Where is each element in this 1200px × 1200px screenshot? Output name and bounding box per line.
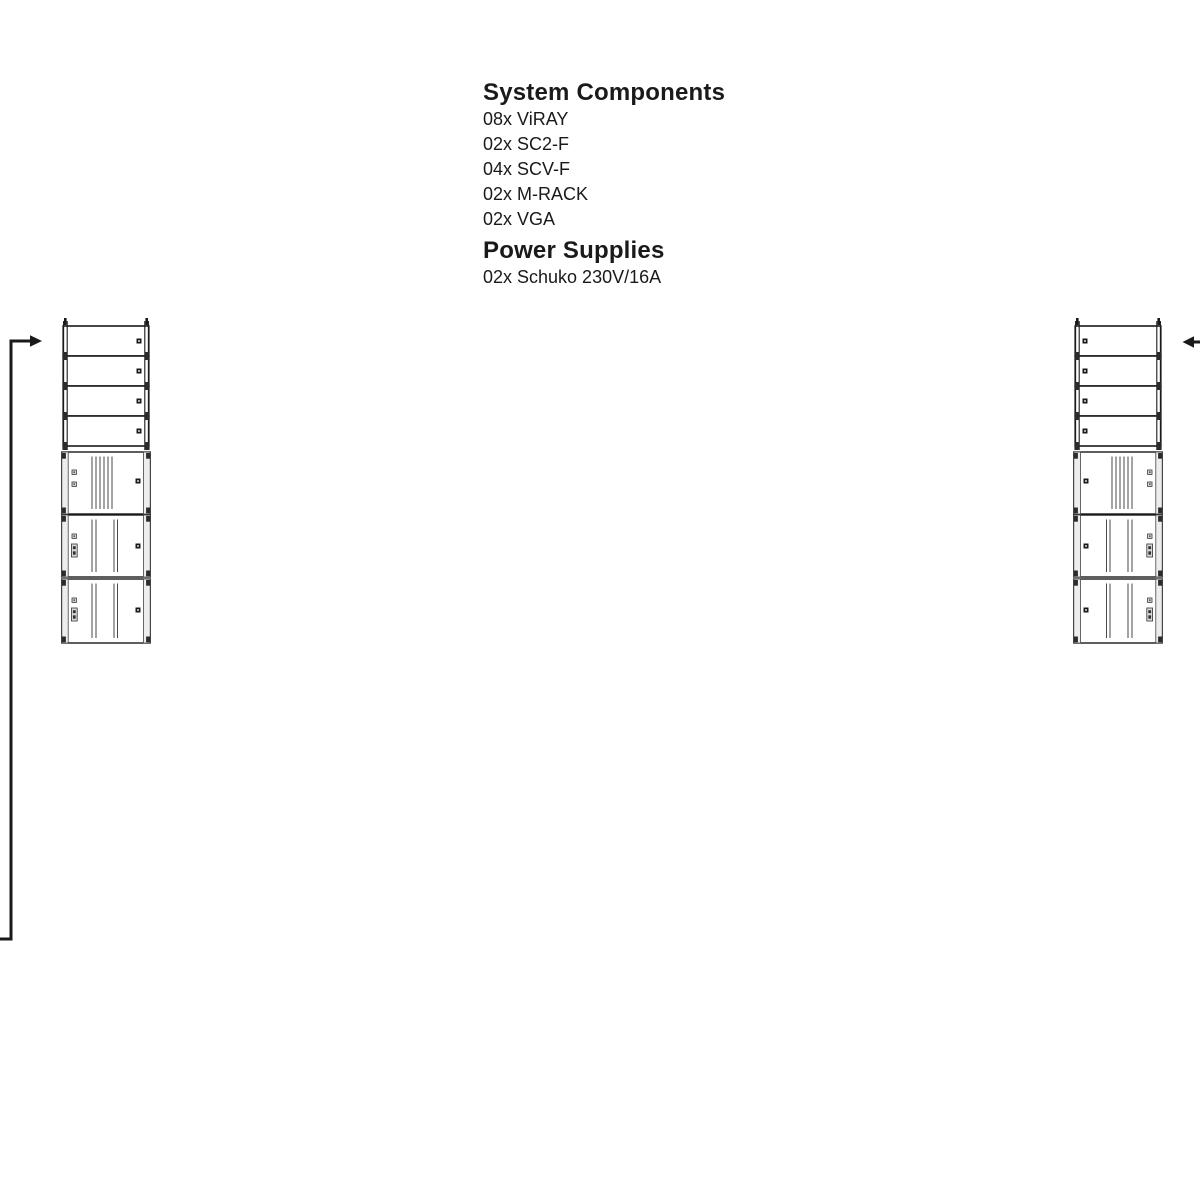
connector-dot xyxy=(136,544,141,549)
link-connector xyxy=(72,534,76,538)
left-feed-arrow xyxy=(0,335,42,939)
corner-foot-icon xyxy=(1074,580,1078,586)
connector-dot xyxy=(1084,479,1089,484)
link-connector xyxy=(1148,534,1152,538)
connector-dot xyxy=(1083,429,1088,434)
power-supply-list xyxy=(483,265,725,290)
module-viray xyxy=(63,356,149,386)
link-connector xyxy=(1148,482,1152,486)
connector-dot xyxy=(1084,608,1089,613)
corner-foot-icon xyxy=(62,508,66,514)
link-connector xyxy=(1148,598,1152,602)
corner-foot-icon xyxy=(146,571,150,577)
corner-foot-icon xyxy=(1158,571,1162,577)
corner-foot-icon xyxy=(1074,516,1078,522)
module-sc2-f xyxy=(1074,452,1162,514)
corner-foot-icon xyxy=(62,453,66,459)
left-arrowhead-icon xyxy=(1183,336,1195,348)
link-connector xyxy=(72,470,76,474)
module-viray xyxy=(1075,326,1161,356)
input-connector xyxy=(71,608,77,621)
module-viray xyxy=(63,416,149,446)
component-item-viray: 08x ViRAY xyxy=(483,109,569,129)
corner-foot-icon xyxy=(1158,453,1162,459)
corner-foot-icon xyxy=(146,508,150,514)
connector-dot xyxy=(136,608,141,613)
connector-dot xyxy=(137,429,142,434)
module-scv-f xyxy=(1074,579,1162,643)
module-viray xyxy=(63,386,149,416)
connector-dot xyxy=(1083,399,1088,404)
corner-foot-icon xyxy=(62,571,66,577)
module-viray xyxy=(63,326,149,356)
corner-foot-icon xyxy=(62,516,66,522)
connector-dot xyxy=(1083,339,1088,344)
corner-foot-icon xyxy=(1158,637,1162,643)
power-supply-item: 02x Schuko 230V/16A xyxy=(483,267,662,287)
corner-foot-icon xyxy=(1158,516,1162,522)
connector-dot xyxy=(1084,544,1089,549)
link-connector xyxy=(72,598,76,602)
module-scv-f xyxy=(62,579,150,643)
corner-foot-icon xyxy=(146,516,150,522)
component-item-mrack: 02x M-RACK xyxy=(483,184,589,204)
legend-title: System Components xyxy=(483,79,726,106)
input-connector xyxy=(71,544,77,557)
rigging-pin-icon xyxy=(145,318,148,325)
speaker-stack-left xyxy=(61,318,151,644)
corner-foot-icon xyxy=(1074,571,1078,577)
right-feed-arrow xyxy=(1183,336,1200,348)
corner-foot-icon xyxy=(146,637,150,643)
corner-foot-icon xyxy=(1074,508,1078,514)
corner-foot-icon xyxy=(1074,637,1078,643)
connector-dot xyxy=(137,369,142,374)
corner-foot-icon xyxy=(146,453,150,459)
corner-foot-icon xyxy=(1158,580,1162,586)
connector-dot xyxy=(1083,369,1088,374)
corner-foot-icon xyxy=(62,580,66,586)
module-scv-f xyxy=(62,515,150,577)
connector-dot xyxy=(137,339,142,344)
link-connector xyxy=(72,482,76,486)
component-item-scvf: 04x SCV-F xyxy=(483,159,571,179)
component-list xyxy=(483,107,725,232)
corner-foot-icon xyxy=(146,580,150,586)
connector-dot xyxy=(137,399,142,404)
rigging-pin-icon xyxy=(1076,318,1079,325)
rigging-pin-icon xyxy=(64,318,67,325)
corner-foot-icon xyxy=(1074,453,1078,459)
corner-foot-icon xyxy=(1158,508,1162,514)
module-viray xyxy=(1075,356,1161,386)
input-connector xyxy=(1147,544,1153,557)
power-supplies-title: Power Supplies xyxy=(483,237,665,264)
corner-foot-icon xyxy=(62,637,66,643)
module-scv-f xyxy=(1074,515,1162,577)
connector-dot xyxy=(136,479,141,484)
module-sc2-f xyxy=(62,452,150,514)
input-connector xyxy=(1147,608,1153,621)
component-item-vga: 02x VGA xyxy=(483,209,556,229)
system-components-legend xyxy=(483,79,725,290)
link-connector xyxy=(1148,470,1152,474)
speaker-stack-right xyxy=(1073,318,1163,644)
module-viray xyxy=(1075,386,1161,416)
right-arrowhead-icon xyxy=(30,335,42,347)
rigging-pin-icon xyxy=(1157,318,1160,325)
component-item-sc2f: 02x SC2-F xyxy=(483,134,570,154)
module-viray xyxy=(1075,416,1161,446)
